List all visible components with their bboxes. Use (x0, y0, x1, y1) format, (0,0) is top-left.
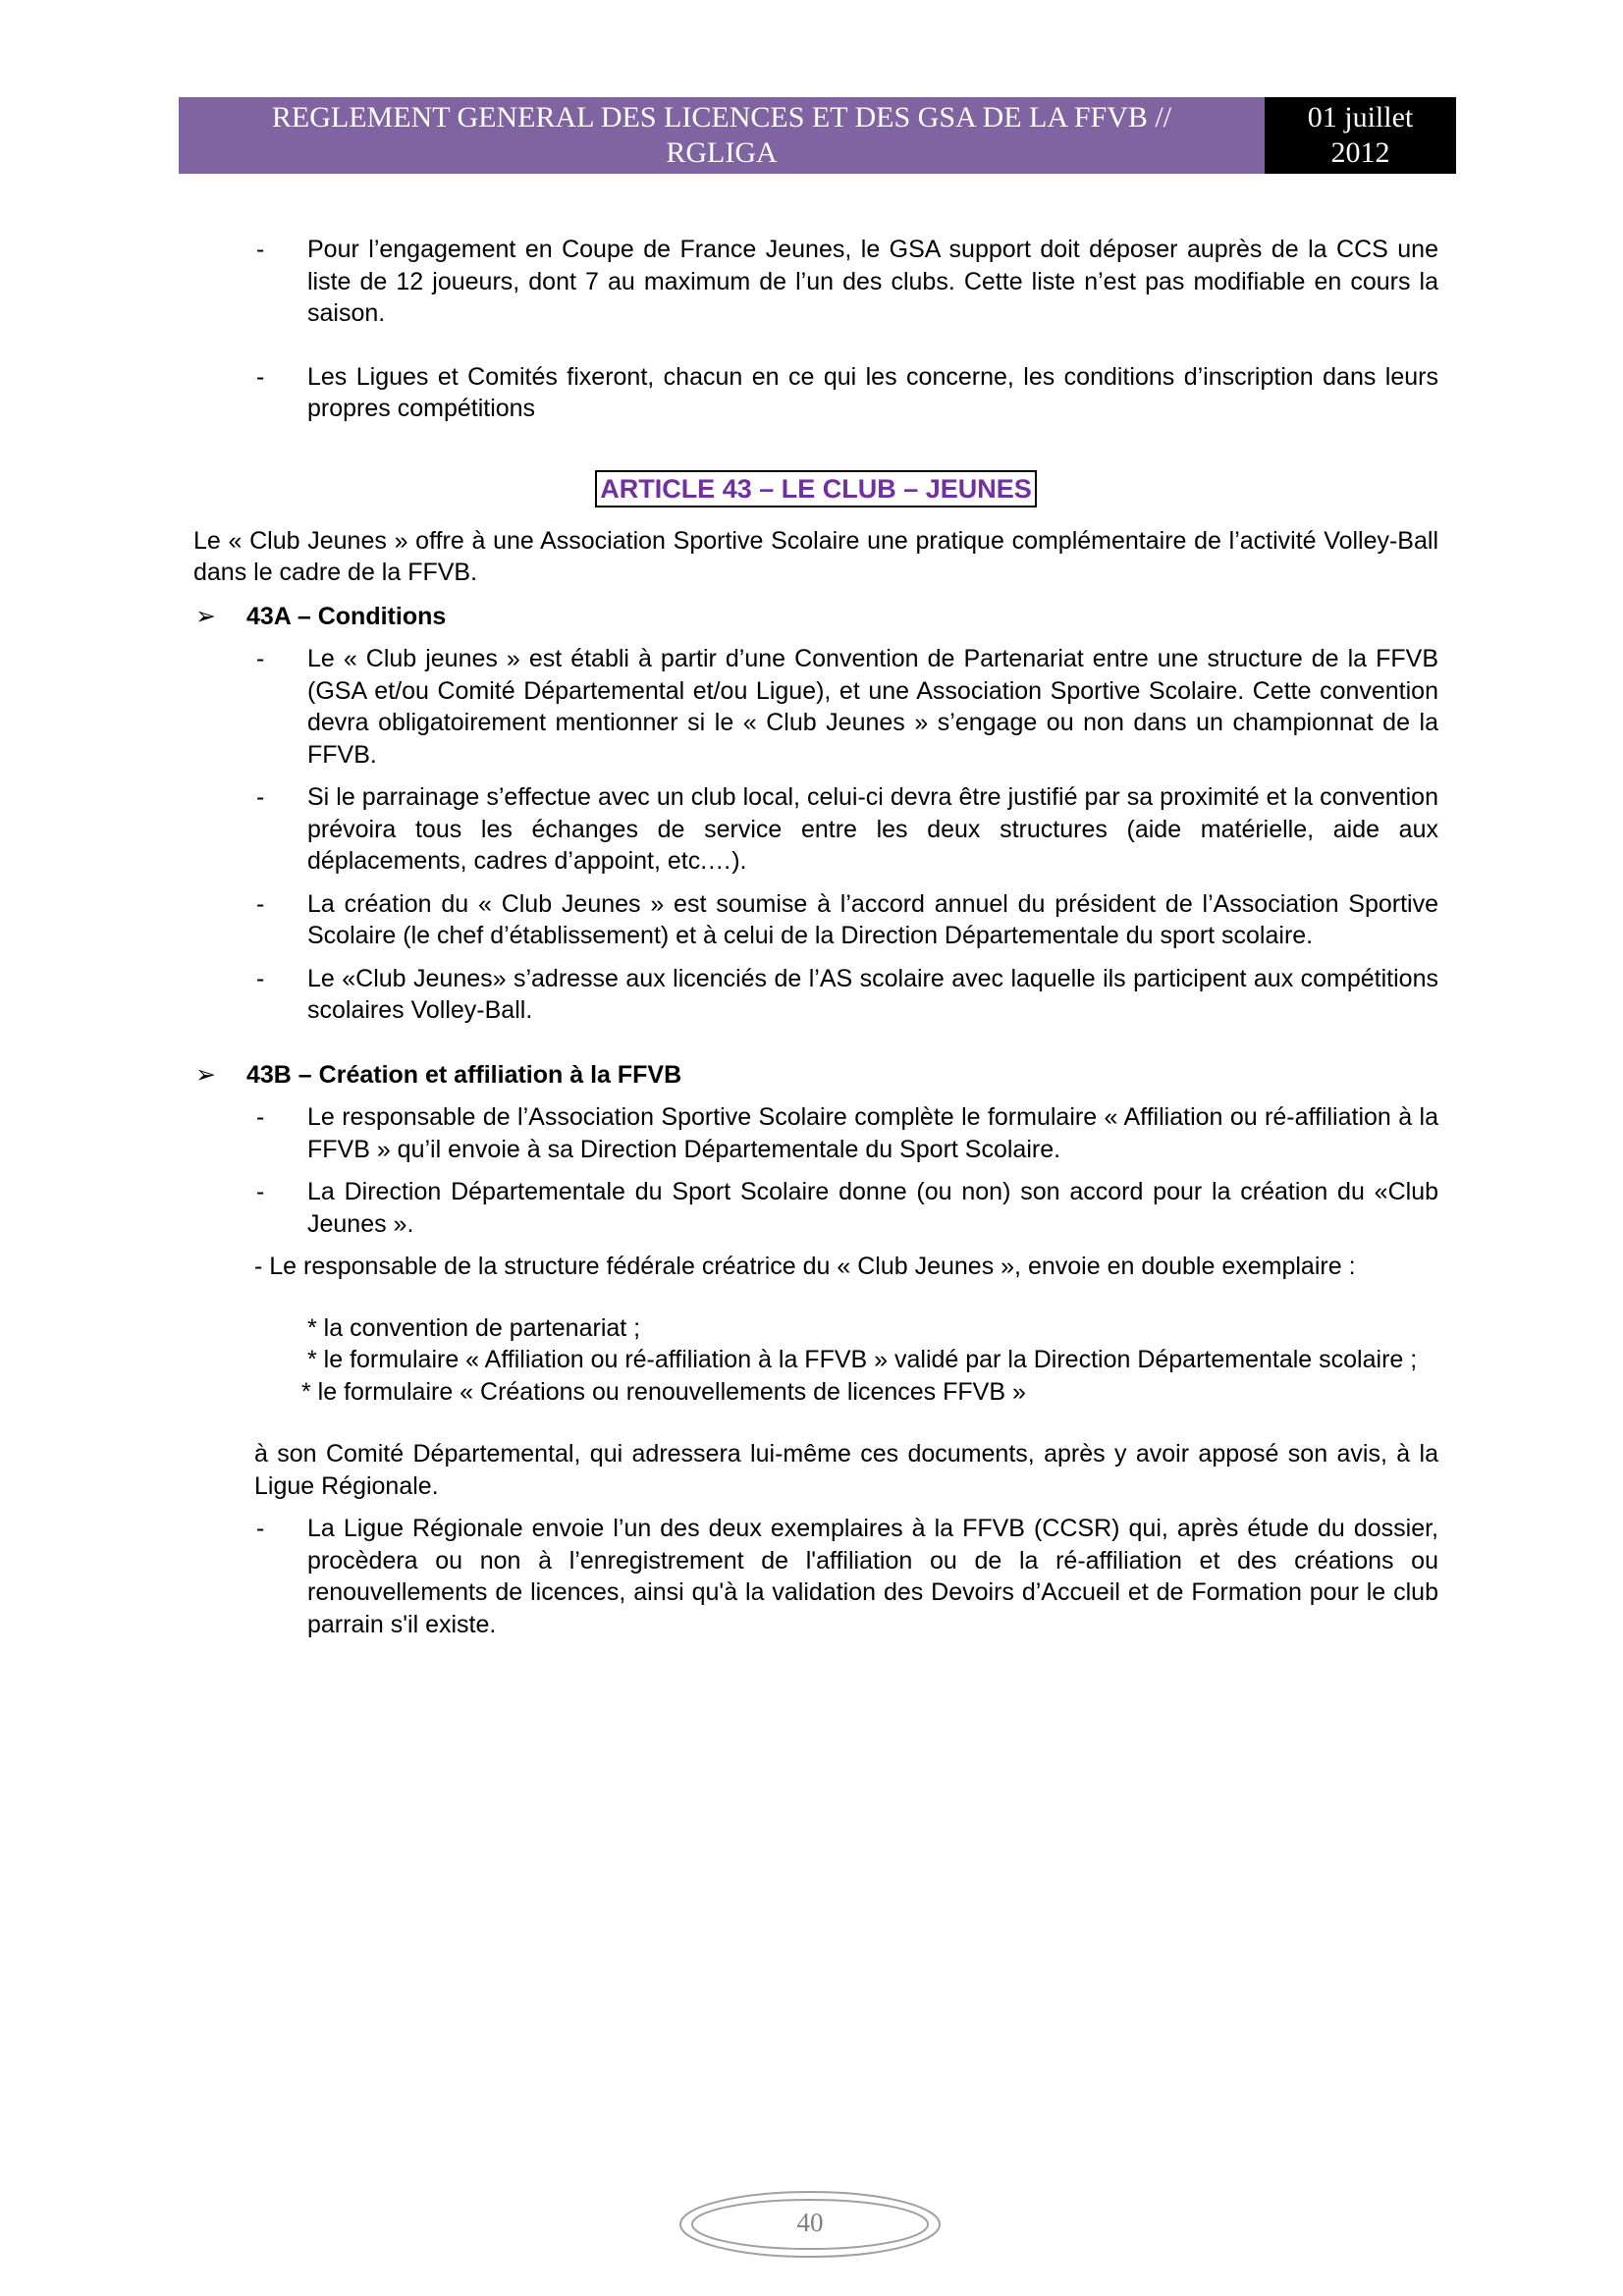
attachment-item: * la convention de partenariat ; (307, 1313, 641, 1342)
header-date-line2: 2012 (1330, 136, 1390, 169)
list-item (193, 888, 1438, 952)
list-item (193, 1513, 1438, 1640)
article-title: ARTICLE 43 – LE CLUB – JEUNES (595, 470, 1037, 507)
attachment-item: * le formulaire « Créations ou renouvellements de licences FFVB » (301, 1377, 1026, 1406)
list-item (193, 963, 1438, 1027)
dash-bullet: - (256, 362, 265, 391)
dash-bullet: - (256, 645, 265, 672)
list-item-text: Pour l’engagement en Coupe de France Jeunes, le GSA support doit déposer auprès de la CCS une liste de 12 joueurs, dont 7 au maximum de l’un des clubs. Cette liste n’est pas modifiable en cours la saison. (307, 236, 1438, 327)
section-heading-43b (193, 1059, 1438, 1092)
list-item (193, 781, 1438, 878)
section-heading-43a (193, 601, 1438, 633)
list-item-text: La Ligue Régionale envoie l’un des deux exemplaires à la FFVB (CCSR) qui, après étude du dossier, procèdera ou non à l’enregistrement de l'affiliation ou de la ré-affiliation et des créations ou renouvellements de licences, ainsi qu'à la validation des Devoirs d’Accueil et de Formation pour le club parrain s'il existe. (307, 1515, 1438, 1638)
list-item-text: La Direction Départementale du Sport Scolaire donne (ou non) son accord pour la création du «Club Jeunes ». (307, 1178, 1438, 1238)
list-item (193, 1176, 1438, 1240)
list-item (193, 234, 1438, 330)
arrow-bullet-icon: ➢ (195, 602, 216, 630)
dash-bullet: - (256, 1515, 265, 1542)
article-heading-wrap (193, 470, 1438, 507)
list-item (193, 643, 1438, 771)
dash-bullet: - (256, 1178, 265, 1205)
section-heading-text: 43B – Création et affiliation à la FFVB (246, 1060, 682, 1089)
attachment-list (193, 1312, 1438, 1409)
dash-bullet: - (256, 236, 265, 263)
list-item-text: Le responsable de l’Association Sportive Scolaire complète le formulaire « Affiliation ou ré-affiliation à la FFVB » qu’il envoie à sa Direction Départementale du Sport Scolaire. (307, 1103, 1438, 1163)
document-body (193, 234, 1438, 1640)
list-item (193, 1101, 1438, 1165)
dash-bullet: - (256, 783, 265, 811)
attachment-item: * le formulaire « Affiliation ou ré-affiliation à la FFVB » validé par la Direction Départementale scolaire ; (307, 1346, 1418, 1373)
list-item-text: Les Ligues et Comités fixeront, chacun en ce qui les concerne, les conditions d’inscription dans leurs propres compétitions (307, 362, 1438, 422)
arrow-bullet-icon: ➢ (195, 1060, 216, 1089)
header-date-line1: 01 juillet (1307, 101, 1414, 133)
responsable-paragraph: - Le responsable de la structure fédérale créatrice du « Club Jeunes », envoie en double exemplaire : (254, 1253, 1356, 1280)
article-intro: Le « Club Jeunes » offre à une Association Sportive Scolaire une pratique complémentaire de l’activité Volley-Ball dans le cadre de la FFVB. (193, 526, 1438, 586)
page-header (179, 97, 1456, 174)
dash-bullet: - (256, 964, 265, 992)
dash-bullet: - (256, 889, 265, 918)
list-item-text: Si le parrainage s’effectue avec un club local, celui-ci devra être justifié par sa proximité et la convention prévoira tous les échanges de service entre les deux structures (aide matérielle, aide aux déplacements, cadres d’appoint, etc.…). (307, 783, 1438, 875)
header-title-line2: RGLIGA (666, 136, 778, 169)
list-item (193, 361, 1438, 425)
list-item-text: Le « Club jeunes » est établi à partir d’une Convention de Partenariat entre une structure de la FFVB (GSA et/ou Comité Départemental et/ou Ligue), et une Association Sportive Scolaire. Cette convention devra obligatoirement mentionner si le « Club Jeunes » s’engage ou non dans un championnat de la FFVB. (307, 645, 1438, 769)
list-item-text: La création du « Club Jeunes » est soumise à l’accord annuel du président de l’Association Sportive Scolaire (le chef d’établissement) et à celui de la Direction Départementale du sport scolaire. (307, 889, 1438, 949)
header-title-line1: REGLEMENT GENERAL DES LICENCES ET DES GSA DE LA FFVB // (271, 101, 1172, 133)
comite-paragraph: à son Comité Départemental, qui adressera lui-même ces documents, après y avoir apposé son avis, à la Ligue Régionale. (254, 1440, 1438, 1500)
header-title (179, 97, 1265, 174)
header-date (1265, 97, 1456, 174)
list-item-text: Le «Club Jeunes» s’adresse aux licenciés de l’AS scolaire avec laquelle ils participent aux compétitions scolaires Volley-Ball. (307, 964, 1438, 1024)
section-heading-text: 43A – Conditions (246, 602, 447, 630)
dash-bullet: - (256, 1103, 265, 1131)
page-number: 40 (796, 2208, 824, 2237)
